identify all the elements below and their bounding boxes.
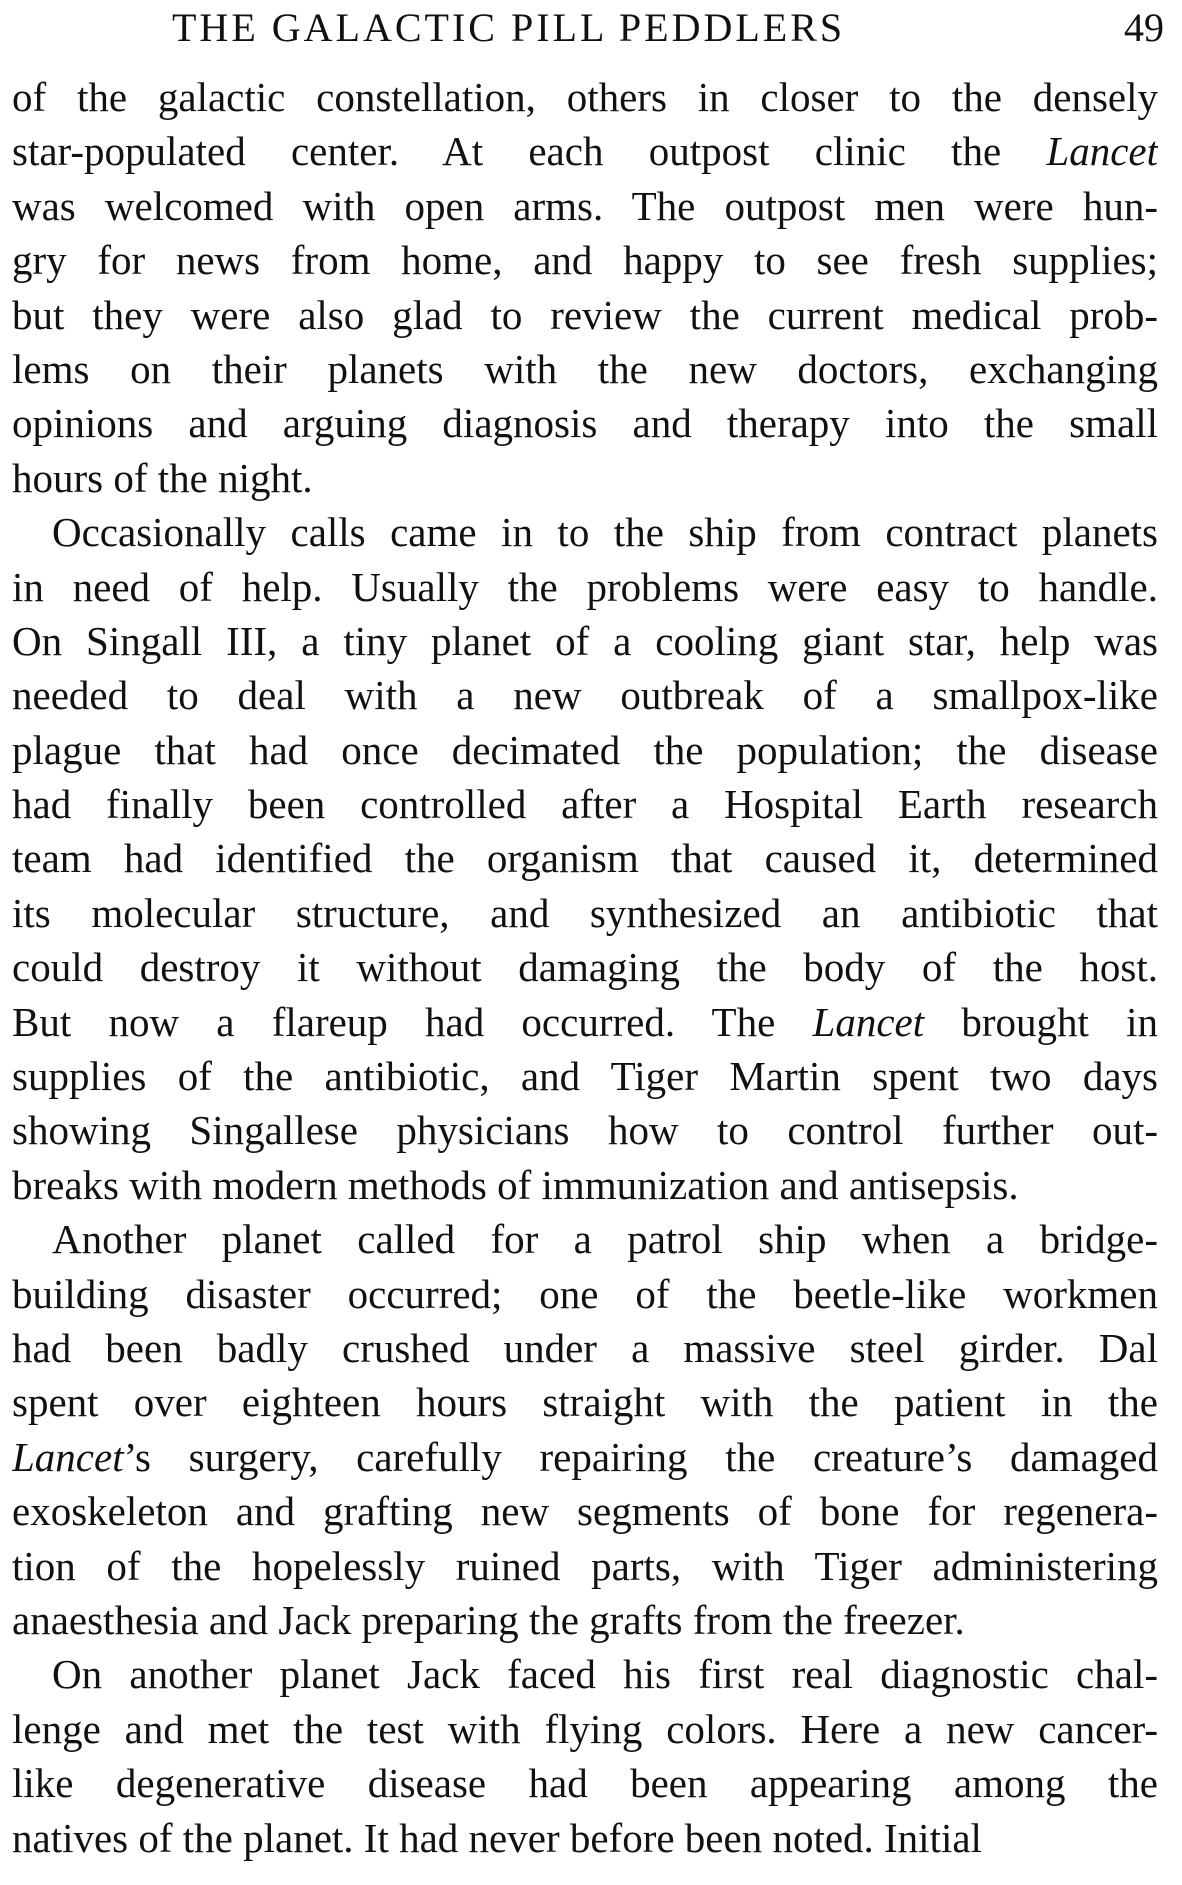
text-line: [12, 777, 1158, 831]
text-line: [12, 1267, 1158, 1321]
text-line: [12, 1593, 1158, 1647]
text-line: [12, 995, 1158, 1049]
text-line: [12, 1811, 1158, 1865]
text-line: [12, 70, 1158, 124]
text-line: [12, 1539, 1158, 1593]
text-run: exoskeleton and grafting new segments of bone for regenera-: [12, 1488, 1158, 1535]
paragraph: [12, 70, 1158, 505]
text-line: [12, 668, 1158, 722]
text-run: its molecular structure, and synthesized an antibiotic that: [12, 889, 1158, 936]
text-line: [12, 1321, 1158, 1375]
text-line: [12, 1430, 1158, 1484]
body-text: [12, 70, 1158, 1865]
text-line: [12, 288, 1158, 342]
text-run: had finally been controlled after a Hospital Earth research: [12, 781, 1158, 828]
text-line: [12, 831, 1158, 885]
text-run: team had identified the organism that caused it, determined: [12, 835, 1158, 882]
text-run: showing Singallese physicians how to control further out-: [12, 1107, 1158, 1154]
text-line: [12, 723, 1158, 777]
text-line: [12, 614, 1158, 668]
text-run: brought in: [924, 998, 1158, 1045]
text-line: [12, 1158, 1158, 1212]
text-line: [12, 396, 1158, 450]
text-run: plague that had once decimated the population; the disease: [12, 726, 1158, 773]
text-line: [12, 124, 1158, 178]
text-run: spent over eighteen hours straight with the patient in the: [12, 1379, 1158, 1426]
text-line: [12, 505, 1158, 559]
text-run: gry for news from home, and happy to see fresh supplies;: [12, 237, 1158, 284]
text-run: could destroy it without damaging the body of the host.: [12, 944, 1158, 991]
text-run: had been badly crushed under a massive steel girder. Dal: [12, 1324, 1158, 1371]
text-line: [12, 451, 1158, 505]
text-run: anaesthesia and Jack preparing the grafts from the freezer.: [12, 1596, 965, 1643]
text-line: [12, 886, 1158, 940]
italic-text: Lancet: [812, 998, 925, 1045]
text-line: [12, 1212, 1158, 1266]
page-number: 49: [1124, 5, 1164, 50]
text-run: hours of the night.: [12, 454, 313, 501]
text-line: [12, 1049, 1158, 1103]
text-run: Occasionally calls came in to the ship from contract planets: [52, 509, 1158, 556]
text-run: On Singall III, a tiny planet of a cooling giant star, help was: [12, 617, 1158, 664]
text-run: star-populated center. At each outpost clinic the: [12, 128, 1047, 175]
text-line: [12, 1756, 1158, 1810]
text-run: breaks with modern methods of immunization and antisepsis.: [12, 1161, 1019, 1208]
text-run: natives of the planet. It had never before been noted. Initial: [12, 1814, 982, 1861]
text-run: Another planet called for a patrol ship when a bridge-: [52, 1216, 1158, 1263]
text-line: [12, 1103, 1158, 1157]
text-line: [12, 342, 1158, 396]
text-line: [12, 1375, 1158, 1429]
text-run: opinions and arguing diagnosis and therapy into the small: [12, 400, 1158, 447]
text-line: [12, 560, 1158, 614]
text-run: of the galactic constellation, others in closer to the densely: [12, 74, 1158, 120]
paragraph: [12, 1647, 1158, 1865]
book-title: THE GALACTIC PILL PEDDLERS: [172, 5, 846, 50]
italic-text: Lancet: [12, 1433, 124, 1480]
text-run: building disaster occurred; one of the beetle-like workmen: [12, 1270, 1158, 1317]
text-run: like degenerative disease had been appearing among the: [12, 1760, 1158, 1807]
text-run: lenge and met the test with flying colors. Here a new cancer-: [12, 1705, 1158, 1752]
text-run: tion of the hopelessly ruined parts, with Tiger administering: [12, 1542, 1158, 1589]
text-line: [12, 940, 1158, 994]
text-run: needed to deal with a new outbreak of a smallpox-like: [12, 672, 1158, 719]
paragraph: [12, 505, 1158, 1212]
text-line: [12, 179, 1158, 233]
italic-text: Lancet: [1046, 128, 1158, 175]
text-line: [12, 1484, 1158, 1538]
text-run: was welcomed with open arms. The outpost men were hun-: [12, 182, 1158, 229]
text-run: supplies of the antibiotic, and Tiger Martin spent two days: [12, 1053, 1158, 1100]
text-run: lems on their planets with the new doctors, exchanging: [12, 345, 1158, 392]
text-run: But now a flareup had occurred. The: [12, 998, 813, 1045]
text-run: in need of help. Usually the problems were easy to handle.: [12, 563, 1158, 610]
text-run: On another planet Jack faced his first real diagnostic chal-: [52, 1651, 1158, 1698]
text-run: ’s surgery, carefully repairing the creature’s damaged: [123, 1433, 1158, 1480]
text-run: but they were also glad to review the current medical prob-: [12, 291, 1158, 338]
text-line: [12, 233, 1158, 287]
text-line: [12, 1702, 1158, 1756]
text-line: [12, 1647, 1158, 1701]
paragraph: [12, 1212, 1158, 1647]
running-head: [12, 4, 1164, 52]
